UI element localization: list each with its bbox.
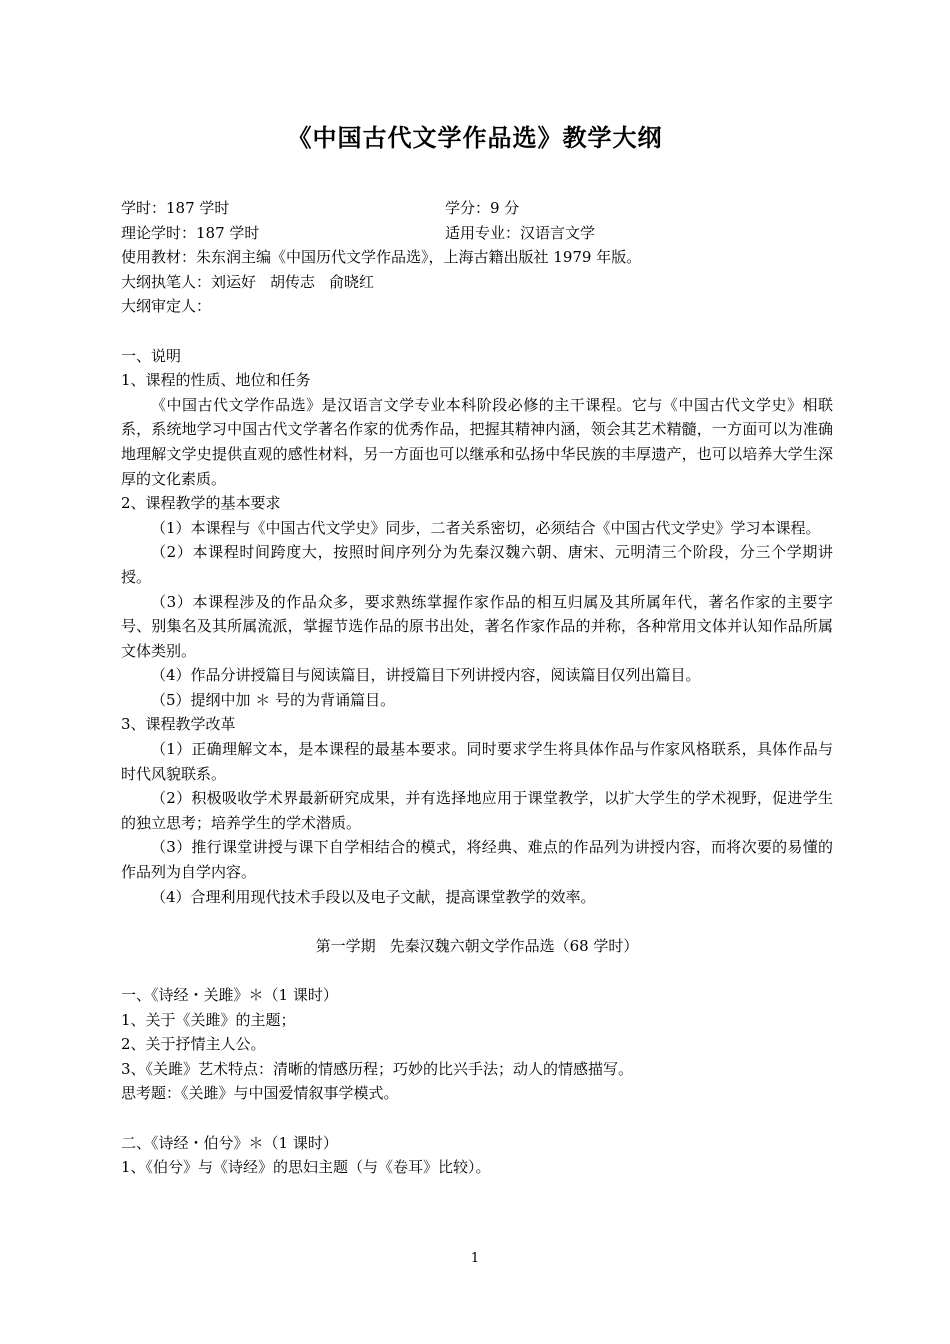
- subsection-heading: 1、课程的性质、地位和任务: [121, 371, 311, 390]
- meta-textbook: 使用教材：朱东润主编《中国历代文学作品选》，上海古籍出版社 1979 年版。: [121, 248, 642, 267]
- section-heading: 一、说明: [121, 346, 182, 365]
- meta-authors-label: 大纲执笔人：: [121, 272, 212, 291]
- meta-reviewer: 大纲审定人：: [121, 297, 212, 316]
- lesson-item: 1、《伯兮》与《诗经》的思妇主题（与《卷耳》比较）。: [121, 1158, 491, 1177]
- meta-theory-hours: 理论学时：187 学时: [121, 223, 260, 242]
- page-number: 1: [470, 1251, 480, 1266]
- requirement-item: （1）本课程与《中国古代文学史》同步，二者关系密切，必须结合《中国古代文学史》学习本课程。: [151, 518, 821, 537]
- reform-item: （2）积极吸收学术界最新研究成果，并有选择地应用于课堂教学，以扩大学生的学术视野，促进学生的独立思考；培养学生的学术潜质。: [121, 789, 833, 832]
- term-title: 先秦汉魏六朝文学作品选（68 学时）: [389, 936, 639, 955]
- lesson-item: 1、关于《关雎》的主题；: [121, 1010, 296, 1029]
- lesson-item: 2、关于抒情主人公。: [121, 1035, 266, 1054]
- meta-hours: 学时：187 学时: [121, 199, 230, 217]
- lesson-item: 3、《关雎》艺术特点：清晰的情感历程；巧妙的比兴手法；动人的情感描写。: [121, 1059, 634, 1078]
- term-heading: [121, 934, 833, 959]
- lesson-question: 思考题：《关雎》与中国爱情叙事学模式。: [121, 1084, 399, 1103]
- document-body: [121, 196, 833, 1180]
- reform-item: （4）合理利用现代技术手段以及电子文献，提高课堂教学的效率。: [151, 887, 596, 906]
- meta-author: 刘运好: [211, 272, 257, 291]
- subsection-heading: 3、课程教学改革: [121, 715, 236, 734]
- requirement-item: （3）本课程涉及的作品众多，要求熟练掌握作家作品的相互归属及其所属年代，著名作家的主要字号、别集名及其所属流派，掌握节选作品的原书出处，著名作家作品的并称，各种常用文体并认知作品所属文体类别。: [121, 592, 833, 660]
- requirement-item: （4）作品分讲授篇目与阅读篇目，讲授篇目下列讲授内容，阅读篇目仅列出篇目。: [151, 666, 701, 685]
- meta-credits: 学分：9 分: [445, 199, 520, 217]
- lesson-heading: 二、《诗经・伯兮》＊（1 课时）: [121, 1133, 338, 1152]
- lesson-heading: 一、《诗经・关雎》＊（1 课时）: [121, 986, 338, 1004]
- meta-row-theory: [121, 221, 833, 246]
- subsection-heading: 2、课程教学的基本要求: [121, 494, 281, 513]
- document-title: 《中国古代文学作品选》教学大纲: [287, 124, 663, 152]
- meta-author: 俞晓红: [329, 272, 375, 291]
- course-description-paragraph: 《中国古代文学作品选》是汉语言文学专业本科阶段必修的主干课程。它与《中国古代文学史》相联系，系统地学习中国古代文学著名作家的优秀作品，把握其精神内涵，领会其艺术精髓，一方面可以为准确地理解文学史提供直观的感性材料，另一方面也可以继承和弘扬中华民族的丰厚遗产，也可以培养大学生深厚的文化素质。: [121, 395, 833, 488]
- reform-item: （3）推行课堂讲授与课下自学相结合的模式，将经典、难点的作品列为讲授内容，而将次要的易懂的作品列为自学内容。: [121, 838, 833, 882]
- meta-authors-row: [121, 270, 833, 295]
- term-label: 第一学期: [315, 936, 376, 955]
- meta-author: 胡传志: [270, 272, 316, 291]
- requirement-item: （5）提纲中加 ＊ 号的为背诵篇目。: [151, 690, 396, 709]
- meta-major: 适用专业：汉语言文学: [445, 223, 596, 242]
- requirement-item: （2）本课程时间跨度大，按照时间序列分为先秦汉魏六朝、唐宋、元明清三个阶段，分三个学期讲授。: [121, 543, 833, 586]
- meta-row-hours: [121, 196, 833, 221]
- reform-item: （1）正确理解文本，是本课程的最基本要求。同时要求学生将具体作品与作家风格联系，具体作品与时代风貌联系。: [121, 740, 833, 783]
